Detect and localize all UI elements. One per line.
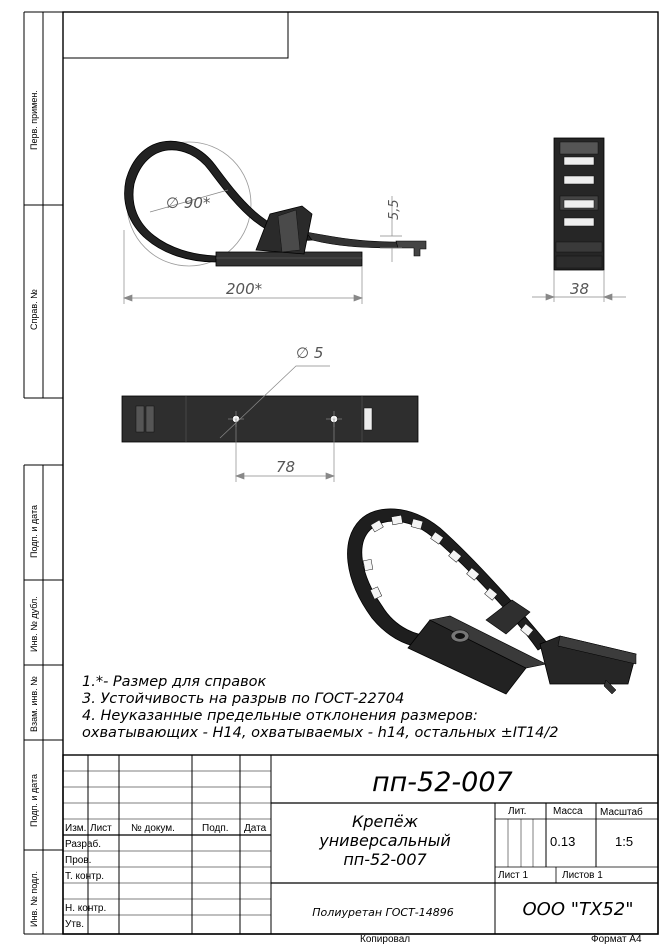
row-tkontr: Т. контр. bbox=[65, 871, 105, 882]
scale-value: 1:5 bbox=[615, 834, 634, 849]
side-label-vzam-inv: Взам. инв. № bbox=[29, 676, 39, 732]
dim-width-38: 38 bbox=[570, 280, 590, 298]
title-block-text bbox=[65, 767, 643, 930]
footer-format: Формат А4 bbox=[591, 934, 642, 945]
scale-label: Масштаб bbox=[600, 807, 643, 818]
dim-length-200: 200* bbox=[226, 280, 263, 298]
side-stamp-labels bbox=[29, 90, 39, 927]
col-data: Дата bbox=[244, 823, 267, 834]
material: Полиуретан ГОСТ-14896 bbox=[312, 906, 454, 919]
isometric-view bbox=[348, 509, 637, 694]
mass-value: 0.13 bbox=[550, 834, 576, 849]
col-izm: Изм. bbox=[65, 823, 87, 834]
side-label-podp-data-2: Подп. и дата bbox=[29, 773, 39, 827]
row-nkontr: Н. контр. bbox=[65, 903, 107, 914]
footer-copied: Копировал bbox=[360, 934, 411, 945]
side-label-perv-primen: Перв. примен. bbox=[29, 90, 39, 150]
part-name-line2: универсальный bbox=[319, 831, 451, 850]
note-4-cont: охватывающих - H14, охватываемых - h14, остальных ±IT14/2 bbox=[82, 725, 559, 741]
side-label-podp-data-1: Подп. и дата bbox=[29, 504, 39, 558]
col-ndokum: № докум. bbox=[131, 823, 175, 834]
row-razrab: Разраб. bbox=[65, 839, 102, 850]
side-label-inv-podl: Инв. № подл. bbox=[29, 870, 39, 927]
top-view bbox=[122, 344, 418, 482]
front-view bbox=[124, 141, 426, 304]
lit-label: Лит. bbox=[508, 806, 527, 817]
part-name-line1: Крепёж bbox=[351, 812, 419, 831]
side-view bbox=[532, 138, 626, 302]
row-utv: Утв. bbox=[65, 919, 85, 930]
col-list: Лист bbox=[90, 823, 112, 834]
side-label-inv-dubl: Инв. № дубл. bbox=[29, 596, 39, 652]
note-1: 1.*- Размер для справок bbox=[82, 674, 267, 690]
col-podp: Подп. bbox=[202, 823, 229, 834]
designation: пп-52-007 bbox=[372, 767, 513, 798]
sheet-number: Лист 1 bbox=[498, 870, 529, 881]
mass-label: Масса bbox=[553, 806, 583, 817]
sheets-total: Листов 1 bbox=[562, 870, 603, 881]
note-4: 4. Неуказанные предельные отклонения размеров: bbox=[82, 708, 478, 724]
part-name-line3: пп-52-007 bbox=[343, 850, 427, 869]
side-label-sprav: Справ. № bbox=[29, 289, 39, 330]
dim-diameter-90: ∅ 90* bbox=[166, 194, 211, 212]
dim-hole-spacing: 78 bbox=[276, 458, 296, 476]
dim-hole-d5: ∅ 5 bbox=[296, 344, 324, 362]
note-3: 3. Устойчивость на разрыв по ГОСТ-22704 bbox=[82, 691, 405, 707]
row-prov: Пров. bbox=[65, 855, 92, 866]
dim-thickness: 5,5 bbox=[387, 199, 402, 220]
company: ООО "ТХ52" bbox=[522, 899, 634, 920]
